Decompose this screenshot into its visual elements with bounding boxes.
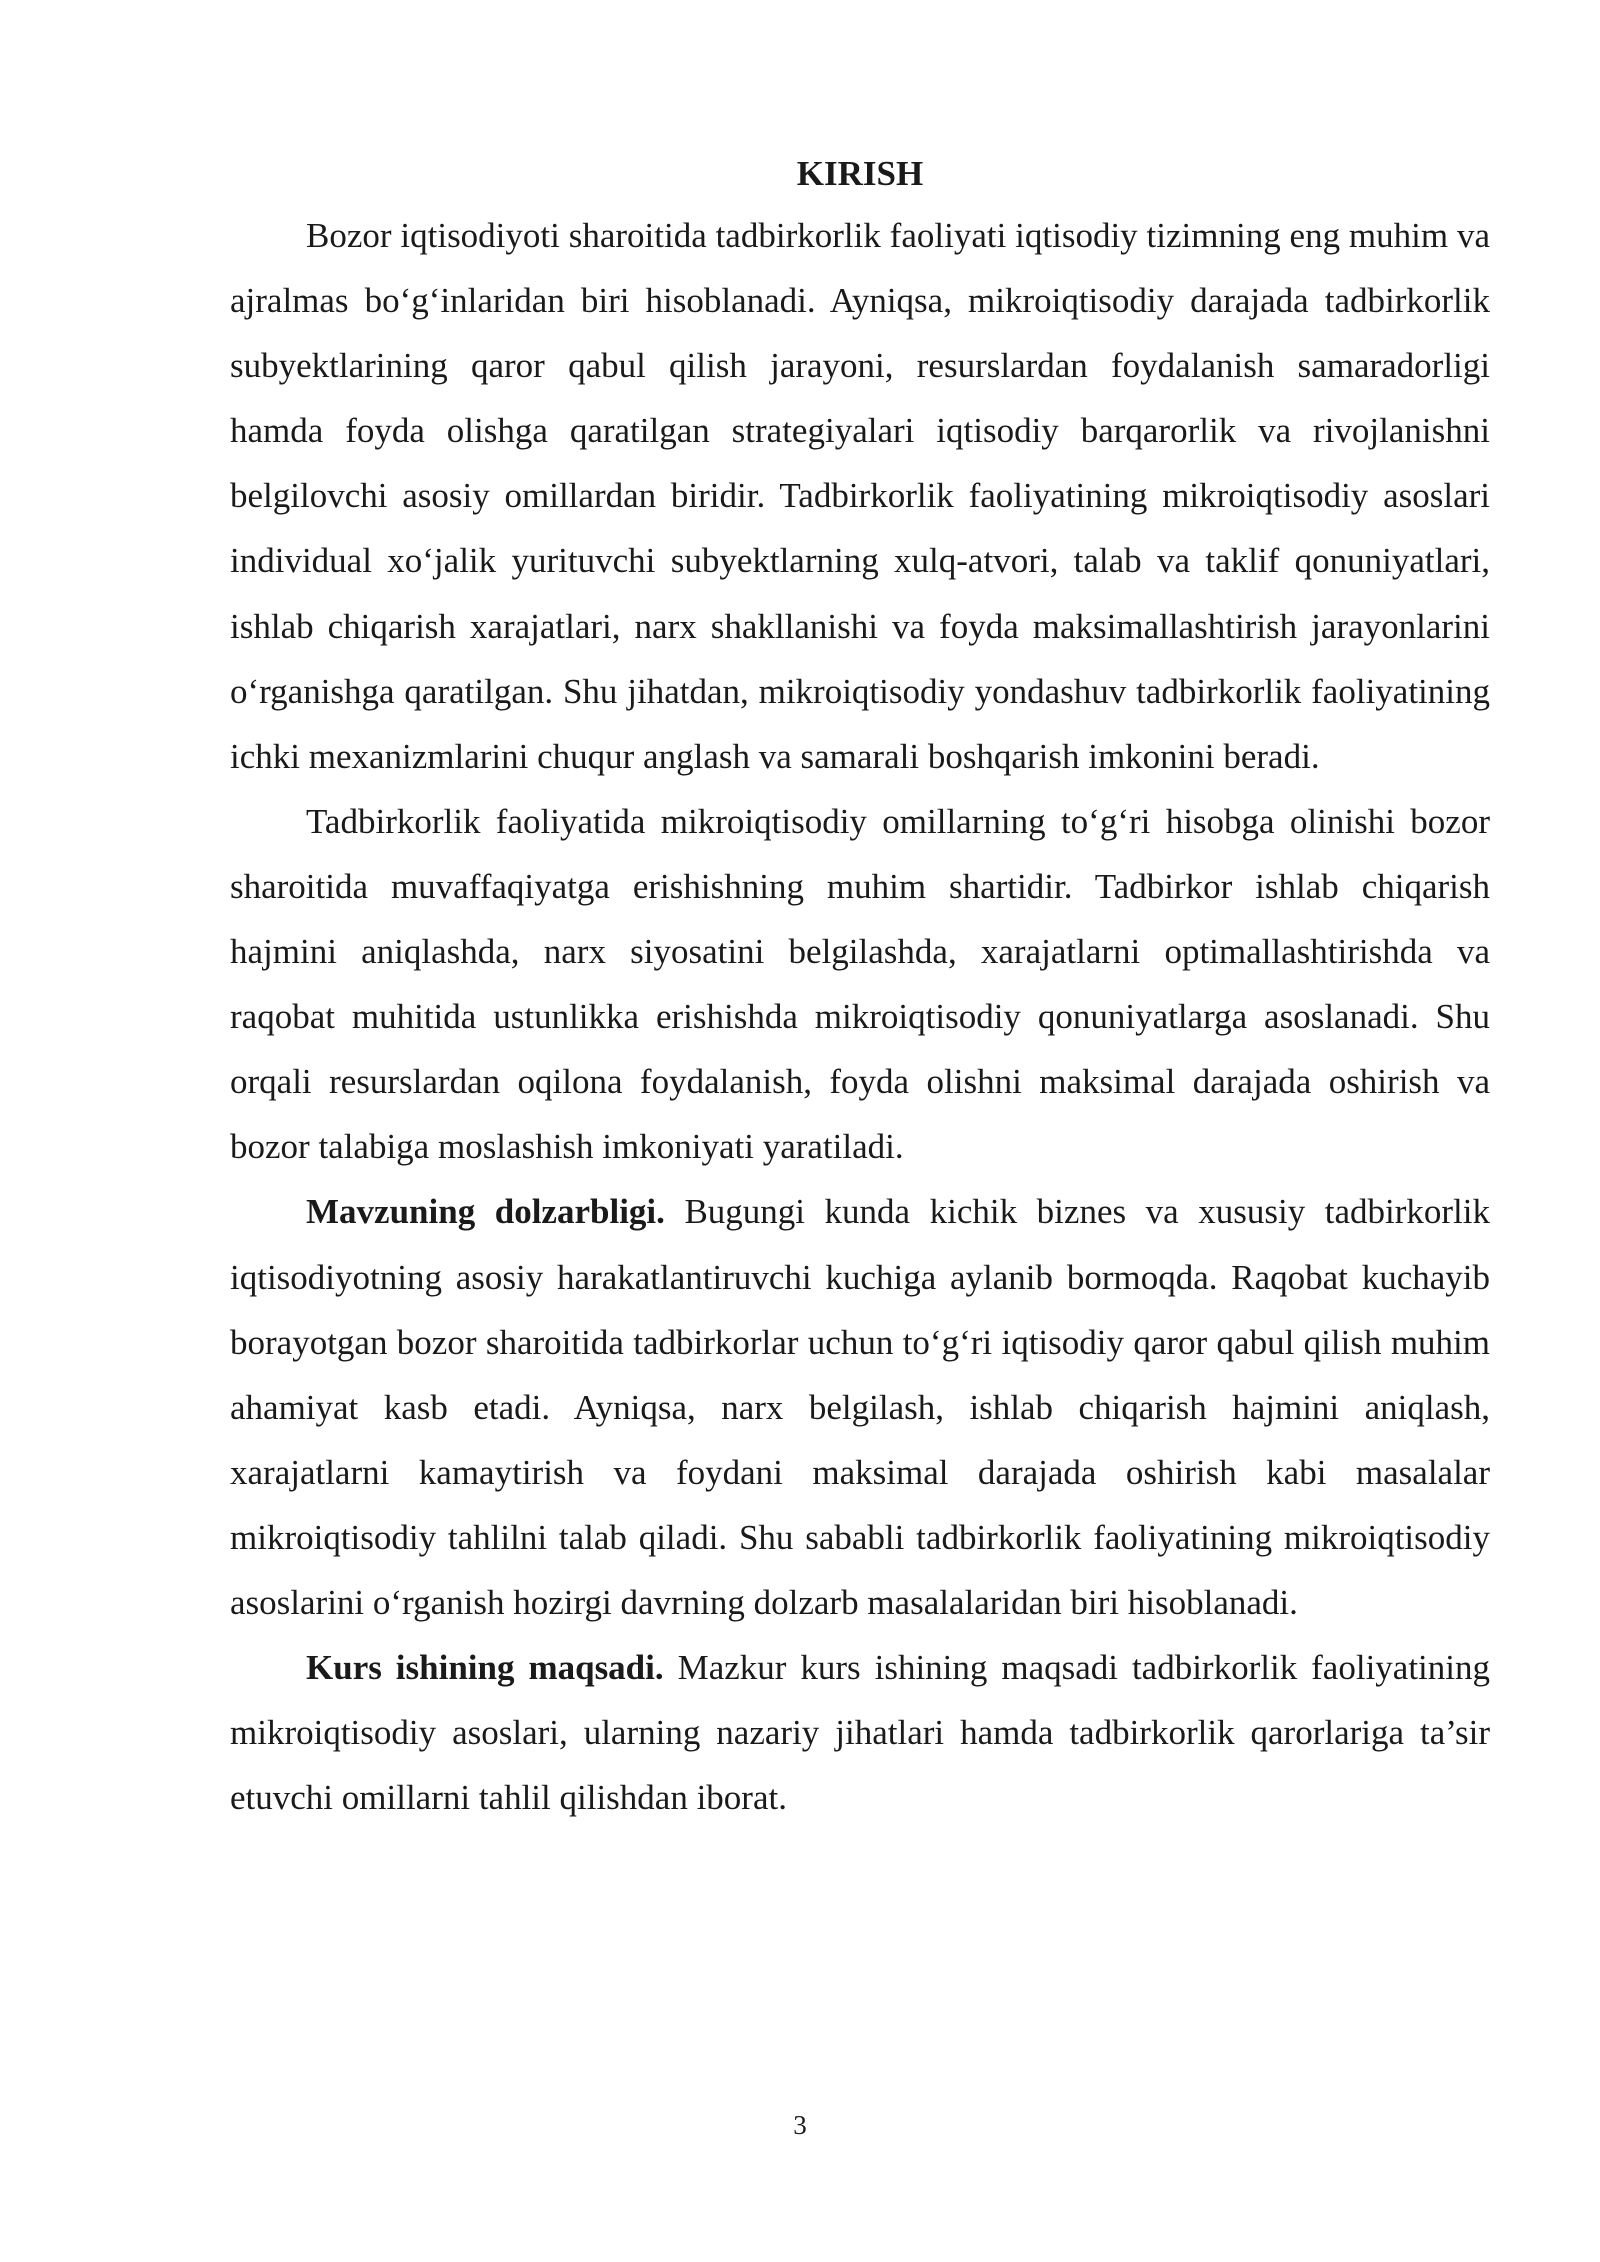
paragraph-factors bbox=[230, 789, 1490, 1180]
paragraph-text: Bozor iqtisodiyoti sharoitida tadbirkorlik faoliyati iqtisodiy tizimning eng muhim va ajralmas bo‘g‘inlaridan biri hisoblanadi. Ayniqsa, mikroiqtisodiy darajada tadbirkorlik subyektlarining qaror qabul qilish jarayoni, resurslardan foydalanish samaradorligi hamda foyda olishga qaratilgan strategiyalari iqtisodiy barqarorlik va rivojlanishni belgilovchi asosiy omillardan biridir. Tadbirkorlik faoliyatining mikroiqtisodiy asoslari individual xo‘jalik yurituvchi subyektlarning xulq-atvori, talab va taklif qonuniyatlari, ishlab chiqarish xarajatlari, narx shakllanishi va foyda maksimallashtirish jarayonlarini o‘rganishga qaratilgan. Shu jihatdan, mikroiqtisodiy yondashuv tadbirkorlik faoliyatining ichki mexanizmlarini chuqur anglash va samarali boshqarish imkonini beradi. bbox=[230, 216, 1490, 776]
page-number: 3 bbox=[793, 2110, 807, 2140]
paragraph-text: Tadbirkorlik faoliyatida mikroiqtisodiy omillarning to‘g‘ri hisobga olinishi bozor sharoitida muvaffaqiyatga erishishning muhim shartidir. Tadbirkor ishlab chiqarish hajmini aniqlashda, narx siyosatini belgilashda, xarajatlarni optimallashtirishda va raqobat muhitida ustunlikka erishishda mikroiqtisodiy qonuniyatlarga asoslanadi. Shu orqali resurslardan oqilona foydalanish, foyda olishni maksimal darajada oshirish va bozor talabiga moslashish imkoniyati yaratiladi. bbox=[230, 801, 1490, 1167]
paragraph-relevance bbox=[230, 1179, 1490, 1635]
paragraph-text: Mazkur kurs ishining maqsadi tadbirkorlik faoliyatining mikroiqtisodiy asoslari, ularning nazariy jihatlari hamda tadbirkorlik qarorlariga ta’sir etuvchi omillarni tahlil qilishdan iborat. bbox=[230, 1648, 1490, 1818]
paragraph-text: Bugungi kunda kichik biznes va xususiy tadbirkorlik iqtisodiyotning asosiy harakatlantiruvchi kuchiga aylanib bormoqda. Raqobat kuchayib borayotgan bozor sharoitida tadbirkorlar uchun to‘g‘ri iqtisodiy qaror qabul qilish muhim ahamiyat kasb etadi. Ayniqsa, narx belgilash, ishlab chiqarish hajmini aniqlash, xarajatlarni kamaytirish va foydani maksimal darajada oshirish kabi masalalar mikroiqtisodiy tahlilni talab qiladi. Shu sababli tadbirkorlik faoliyatining mikroiqtisodiy asoslarini o‘rganish hozirgi davrning dolzarb masalalaridan biri hisoblanadi. bbox=[230, 1192, 1490, 1622]
page-title: KIRISH bbox=[796, 154, 924, 193]
page-body bbox=[230, 150, 1490, 1830]
paragraph-goal bbox=[230, 1635, 1490, 1830]
paragraph-lead: Mavzuning dolzarbligi. bbox=[306, 1192, 665, 1232]
paragraph-intro bbox=[230, 203, 1490, 789]
paragraph-lead: Kurs ishining maqsadi. bbox=[306, 1648, 664, 1688]
